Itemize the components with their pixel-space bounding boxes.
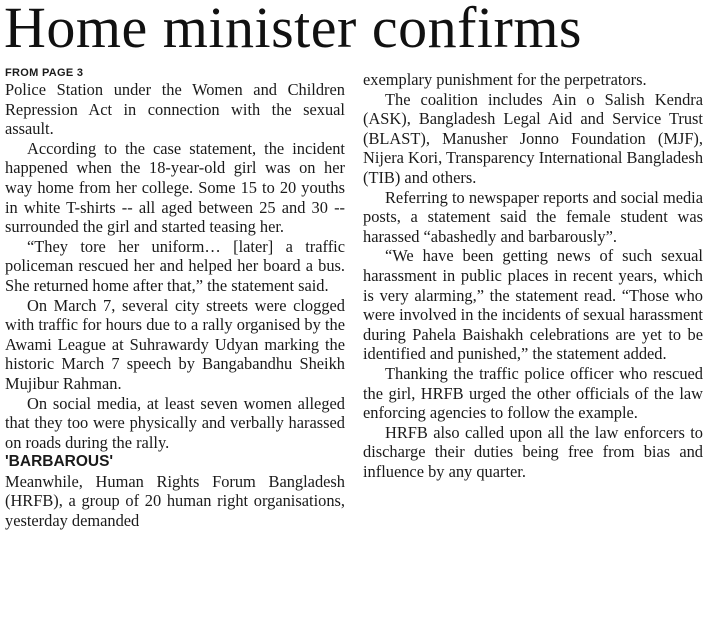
paragraph: HRFB also called upon all the law enforcers to discharge their duties being free from bias and influence by any quarter. <box>363 422 703 481</box>
paragraph: exemplary punishment for the perpetrators. <box>363 70 647 89</box>
paragraph: The coalition includes Ain o Salish Kendra (ASK), Bangladesh Legal Aid and Service Trust (BLAST), Manusher Jonno Foundation (MJF), Nijera Kori, Transparency International Bangladesh (TIB) and others. <box>363 89 704 187</box>
paragraph: On social media, at least seven women alleged that they too were physically and verbally harassed on roads during the rally. <box>5 393 345 452</box>
paragraph: “They tore her uniform… [later] a traffic policeman rescued her and helped her board a bus. She returned home after that,” the statement said. <box>5 236 345 295</box>
paragraph: Thanking the traffic police officer who rescued the girl, HRFB urged the other officials of the law enforcing agencies to follow the example. <box>363 363 703 423</box>
paragraph: According to the case statement, the incident happened when the 18-year-old girl was on her way home from her college. Some 15 to 20 youths in white T-shirts -- all aged between 25 and 30 -- surrounded the girl and started teasing her. <box>5 138 345 237</box>
left-column <box>5 66 345 531</box>
right-column <box>363 70 703 481</box>
paragraph: Meanwhile, Human Rights Forum Bangladesh (HRFB), a group of 20 human right organisations, yesterday demanded <box>5 471 345 531</box>
paragraph: “We have been getting news of such sexual harassment in public places in recent years, which is very alarming,” the statement read. “Those who were involved in the incidents of sexual harassment during Pahela Baishakh celebrations are yet to be identified and punished,” the statement added. <box>363 246 703 364</box>
paragraph: Referring to newspaper reports and social media posts, a statement said the female student was harassed “abashedly and barbarously”. <box>363 187 703 246</box>
paragraph: On March 7, several city streets were clogged with traffic for hours due to a rally organised by the Awami League at Suhrawardy Udyan marking the historic March 7 speech by Bangabandhu Sheikh Mujibur Rahman. <box>5 295 345 393</box>
headline: Home minister confirms <box>4 0 583 60</box>
subheading: 'BARBAROUS' <box>5 453 114 471</box>
from-page-label: FROM PAGE 3 <box>5 67 84 79</box>
paragraph: Police Station under the Women and Children Repression Act in connection with the sexual assault. <box>5 80 345 139</box>
